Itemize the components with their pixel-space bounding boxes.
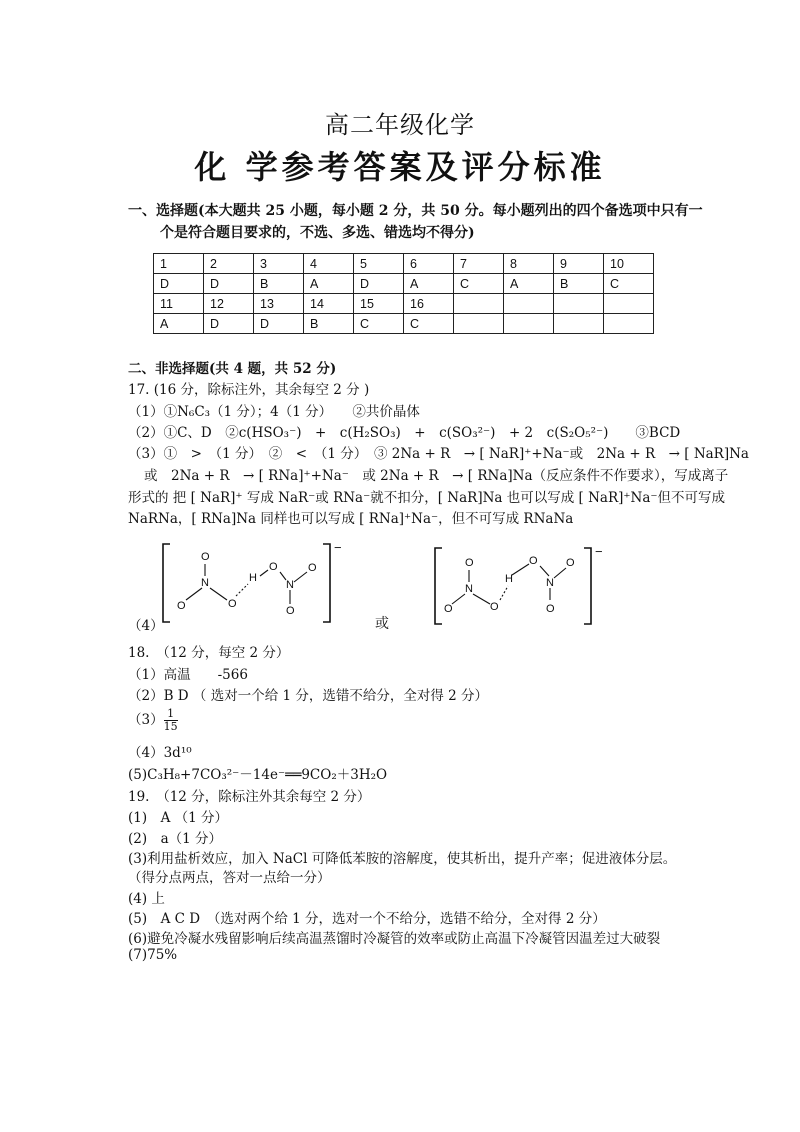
atom-o: O bbox=[269, 561, 278, 573]
table-cell: 4 bbox=[304, 254, 354, 274]
table-cell: C bbox=[354, 314, 404, 334]
table-cell: B bbox=[554, 274, 604, 294]
atom-n: N bbox=[201, 577, 209, 589]
q17-header: 17. (16 分，除标注外，其余每空 2 分 ) bbox=[128, 382, 370, 398]
table-cell: D bbox=[204, 274, 254, 294]
table-cell: 5 bbox=[354, 254, 404, 274]
table-cell: 10 bbox=[604, 254, 654, 274]
q19-line1: (1) A （1 分） bbox=[128, 810, 229, 826]
q19-line3: (3)利用盐析效应，加入 NaCl 可降低苯胺的溶解度，使其析出，提升产率；促进液体分层。 bbox=[128, 851, 677, 867]
q18-header: 18. （12 分，每空 2 分） bbox=[128, 645, 290, 661]
atom-n: N bbox=[546, 577, 554, 589]
q19-line6: (5) A C D （选对两个给 1 分，选对一个不给分，选错不给分，全对得 2 分） bbox=[128, 911, 606, 927]
atom-o: O bbox=[286, 605, 295, 617]
fraction bbox=[164, 708, 178, 733]
section1-heading-line1: 一、选择题(本大题共 25 小题，每小题 2 分，共 50 分。每小题列出的四个备选项中只有一 bbox=[128, 203, 703, 219]
page-title: 高二年级化学 bbox=[325, 111, 475, 139]
q19-line2: (2) a（1 分） bbox=[128, 831, 223, 847]
table-cell: 1 bbox=[154, 254, 204, 274]
table-cell: 2 bbox=[204, 254, 254, 274]
table-cell: A bbox=[404, 274, 454, 294]
q18-line2: （2）B D （ 选对一个给 1 分，选错不给分，全对得 2 分） bbox=[128, 688, 489, 704]
table-cell: 8 bbox=[504, 254, 554, 274]
atom-o: O bbox=[490, 601, 499, 613]
table-cell: 13 bbox=[254, 294, 304, 314]
atom-o: O bbox=[546, 603, 555, 615]
table-cell bbox=[454, 314, 504, 334]
table-cell bbox=[554, 314, 604, 334]
page-subtitle: 化 学参考答案及评分标准 bbox=[194, 148, 606, 186]
table-cell bbox=[504, 294, 554, 314]
table-cell: D bbox=[154, 274, 204, 294]
or-text: 或 bbox=[375, 616, 389, 632]
atom-h: H bbox=[249, 572, 257, 584]
table-cell bbox=[454, 294, 504, 314]
fraction-denominator: 15 bbox=[163, 720, 178, 733]
table-cell: 11 bbox=[154, 294, 204, 314]
q18-line3-prefix: （3） bbox=[128, 712, 164, 728]
section1-heading-line2: 个是符合题目要求的，不选、多选、错选均不得分) bbox=[160, 225, 475, 241]
answer-table bbox=[153, 253, 654, 334]
table-cell: 16 bbox=[404, 294, 454, 314]
table-cell: 14 bbox=[304, 294, 354, 314]
charge-sign: − bbox=[595, 544, 603, 559]
atom-o: O bbox=[201, 551, 210, 563]
q17-line5: 形式的 把 [ NaR]⁺ 写成 NaR⁻或 RNa⁻就不扣分，[ NaR]Na 也可以写成 [ NaR]⁺Na⁻但不可写成 bbox=[128, 490, 725, 506]
atom-n: N bbox=[286, 579, 294, 591]
table-cell: 7 bbox=[454, 254, 504, 274]
table-row bbox=[154, 294, 654, 314]
atom-o: O bbox=[529, 555, 538, 567]
q17-line3: （3）① > （1 分） ② < （1 分） ③ 2Na + R → [ NaR]⁺+Na⁻或 2Na + R → [ NaR]Na bbox=[128, 446, 749, 462]
charge-sign: − bbox=[334, 540, 342, 555]
section2-heading: 二、非选择题(共 4 题，共 52 分) bbox=[128, 361, 337, 377]
q19-line8: (7)75% bbox=[128, 947, 178, 963]
table-cell: 9 bbox=[554, 254, 604, 274]
atom-n: N bbox=[465, 583, 473, 595]
table-cell: B bbox=[304, 314, 354, 334]
table-cell: A bbox=[304, 274, 354, 294]
q17-line1: （1）①N₆C₃（1 分）；4（1 分） ②共价晶体 bbox=[128, 404, 420, 420]
q18-line5: (5)C₃H₈+7CO₃²⁻－14e⁻══9CO₂＋3H₂O bbox=[128, 767, 388, 783]
table-cell bbox=[604, 294, 654, 314]
table-cell: 3 bbox=[254, 254, 304, 274]
atom-o: O bbox=[177, 600, 186, 612]
fraction-numerator: 1 bbox=[164, 708, 178, 721]
atom-o: O bbox=[465, 557, 474, 569]
table-row bbox=[154, 254, 654, 274]
table-cell bbox=[554, 294, 604, 314]
table-cell: 6 bbox=[404, 254, 454, 274]
q19-line7: (6)避免冷凝水残留影响后续高温蒸馏时冷凝管的效率或防止高温下冷凝管因温差过大破裂 bbox=[128, 931, 661, 947]
atom-h: H bbox=[505, 573, 513, 585]
table-cell: B bbox=[254, 274, 304, 294]
q19-header: 19. （12 分，除标注外其余每空 2 分） bbox=[128, 789, 371, 805]
atom-o: O bbox=[308, 562, 317, 574]
table-row bbox=[154, 314, 654, 334]
q17-line4: 或 2Na + R → [ RNa]⁺+Na⁻ 或 2Na + R → [ RNa]Na（反应条件不作要求），写成离子 bbox=[144, 468, 729, 484]
table-cell: C bbox=[604, 274, 654, 294]
q19-line5: (4) 上 bbox=[128, 891, 165, 907]
table-cell: D bbox=[204, 314, 254, 334]
table-cell bbox=[504, 314, 554, 334]
atom-o: O bbox=[228, 598, 237, 610]
q18-line1: （1）高温 -566 bbox=[128, 667, 248, 683]
table-cell: C bbox=[404, 314, 454, 334]
table-cell: 15 bbox=[354, 294, 404, 314]
structure-1 bbox=[160, 538, 350, 628]
table-row bbox=[154, 274, 654, 294]
table-cell: A bbox=[504, 274, 554, 294]
table-cell: C bbox=[454, 274, 504, 294]
atom-o: O bbox=[444, 603, 453, 615]
q17-line6: NaRNa，[ RNa]Na 同样也可以写成 [ RNa]⁺Na⁻，但不可写成 RNaNa bbox=[128, 511, 574, 527]
structure-2 bbox=[432, 542, 612, 630]
q17-part4-label: （4） bbox=[128, 618, 164, 634]
table-cell: 12 bbox=[204, 294, 254, 314]
q18-line3 bbox=[128, 708, 178, 733]
table-cell: D bbox=[354, 274, 404, 294]
table-cell: A bbox=[154, 314, 204, 334]
q19-line4: （得分点两点，答对一点给一分） bbox=[128, 870, 331, 886]
table-cell bbox=[604, 314, 654, 334]
atom-o: O bbox=[566, 557, 575, 569]
q18-line4: （4）3d¹⁰ bbox=[128, 745, 192, 761]
q17-line2: （2）①C、D ②c(HSO₃⁻) + c(H₂SO₃) + c(SO₃²⁻) + 2 c(S₂O₅²⁻) ③BCD bbox=[128, 425, 681, 441]
table-cell: D bbox=[254, 314, 304, 334]
